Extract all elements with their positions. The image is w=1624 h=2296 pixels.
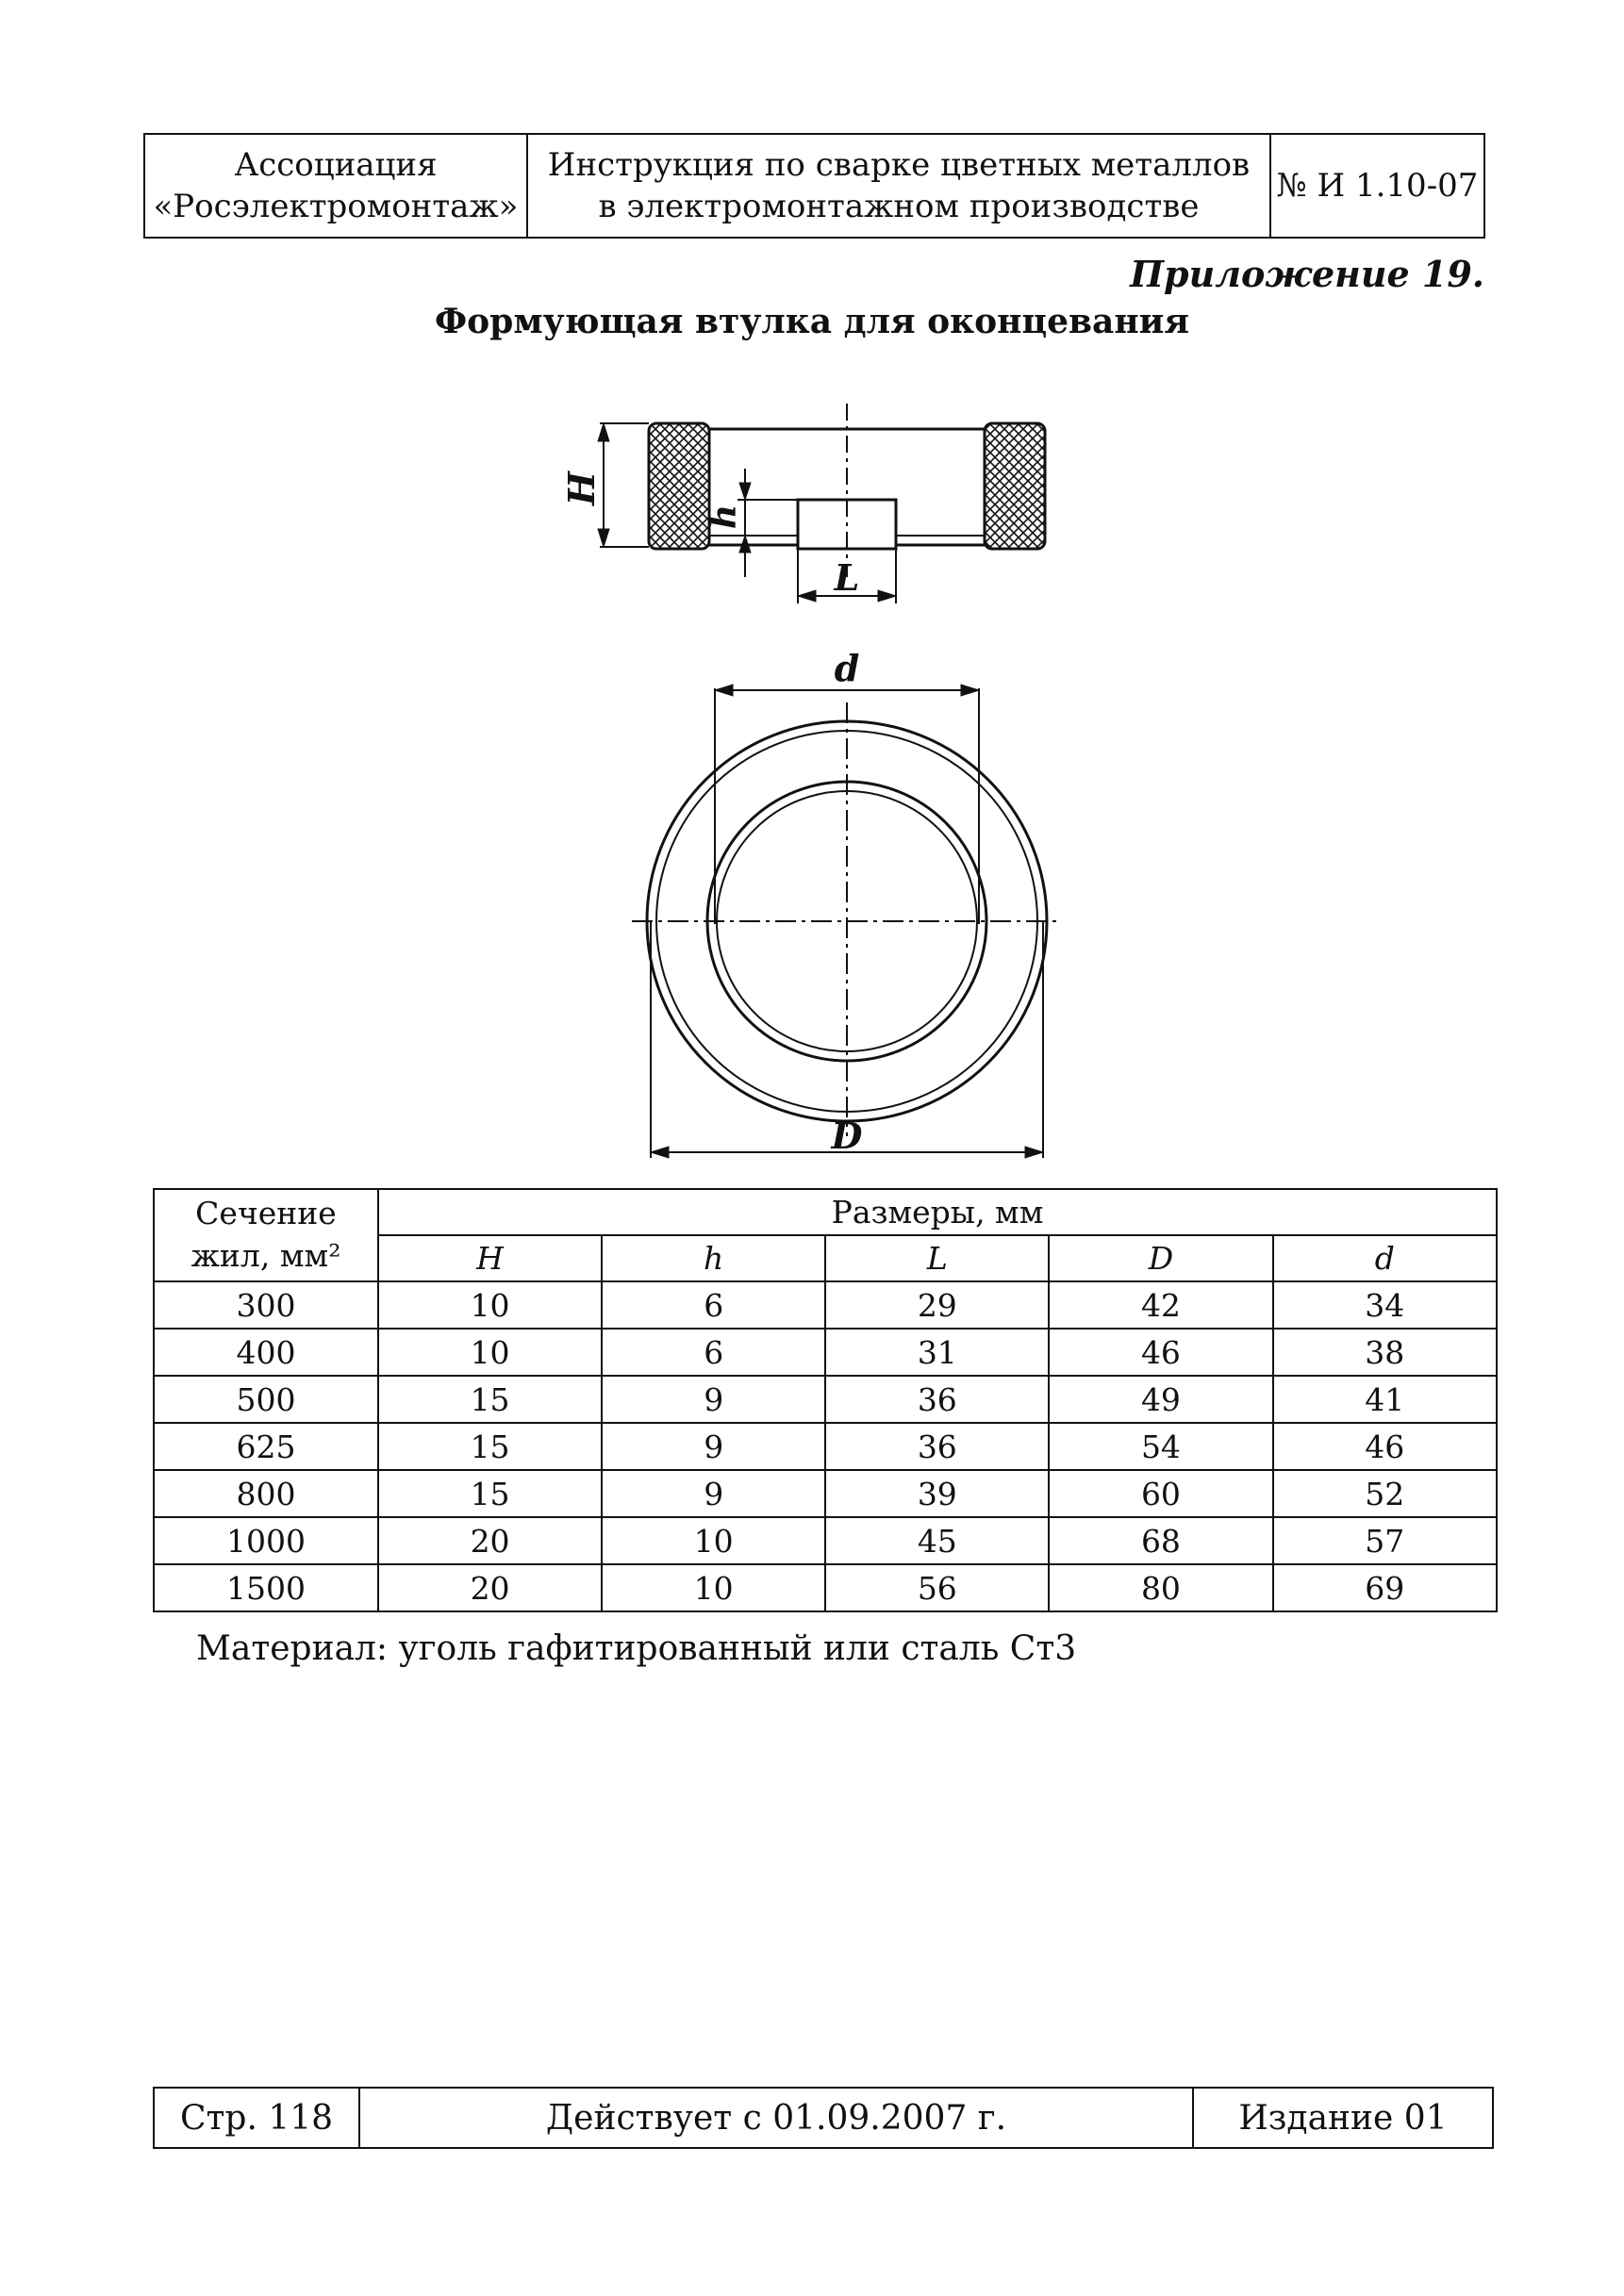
cell-d: 52 xyxy=(1273,1470,1498,1517)
cell-L: 45 xyxy=(825,1517,1049,1564)
cell-L: 31 xyxy=(825,1329,1049,1376)
cell-d: 34 xyxy=(1273,1281,1498,1329)
cell-section: 400 xyxy=(154,1329,378,1376)
cell-D: 42 xyxy=(1049,1281,1272,1329)
valid-from: Действует с 01.09.2007 г. xyxy=(360,2089,1194,2147)
cross-section-header xyxy=(154,1189,378,1281)
cell-h: 9 xyxy=(602,1376,825,1423)
table-row xyxy=(154,1564,1497,1611)
column-header-H: H xyxy=(378,1235,602,1281)
cell-h: 10 xyxy=(602,1564,825,1611)
cell-H: 20 xyxy=(378,1517,602,1564)
cell-H: 15 xyxy=(378,1423,602,1470)
page-title: Формующая втулка для оконцевания xyxy=(435,302,1189,341)
table-row xyxy=(154,1281,1497,1329)
table-row xyxy=(154,1329,1497,1376)
organization-line-2: «Росэлектромонтаж» xyxy=(153,188,519,225)
organization-line-1: Ассоциация xyxy=(234,145,438,184)
section-right-wall xyxy=(985,423,1045,549)
dimension-label-H: H xyxy=(560,471,603,505)
cell-H: 20 xyxy=(378,1564,602,1611)
cell-section: 1000 xyxy=(154,1517,378,1564)
document-title-line-1: Инструкция по сварке цветных металлов xyxy=(547,145,1251,184)
document-footer xyxy=(153,2087,1494,2149)
section-left-wall xyxy=(649,423,709,549)
material-note: Материал: уголь гафитированный или сталь Ст3 xyxy=(196,1629,1077,1668)
dimension-label-h: h xyxy=(704,504,744,530)
plan-view xyxy=(632,685,1062,1158)
document-number: № И 1.10-07 xyxy=(1276,166,1479,205)
page-number: Стр. 118 xyxy=(155,2089,360,2147)
cell-D: 54 xyxy=(1049,1423,1272,1470)
column-header-L: L xyxy=(825,1235,1049,1281)
cell-h: 6 xyxy=(602,1281,825,1329)
cell-L: 36 xyxy=(825,1423,1049,1470)
cell-section: 625 xyxy=(154,1423,378,1470)
cell-h: 9 xyxy=(602,1470,825,1517)
cell-section: 1500 xyxy=(154,1564,378,1611)
dimension-label-L: L xyxy=(834,556,860,599)
cell-L: 39 xyxy=(825,1470,1049,1517)
cell-d: 38 xyxy=(1273,1329,1498,1376)
column-header-d: d xyxy=(1273,1235,1498,1281)
cell-section: 500 xyxy=(154,1376,378,1423)
cell-d: 57 xyxy=(1273,1517,1498,1564)
cell-D: 46 xyxy=(1049,1329,1272,1376)
cell-L: 36 xyxy=(825,1376,1049,1423)
cell-L: 56 xyxy=(825,1564,1049,1611)
cross-section-header-line-2: жил, мм² xyxy=(191,1237,341,1274)
cell-h: 9 xyxy=(602,1423,825,1470)
cell-D: 60 xyxy=(1049,1470,1272,1517)
table-row xyxy=(154,1423,1497,1470)
dimensions-table xyxy=(153,1188,1498,1612)
document-title-line-2: в электромонтажном производстве xyxy=(598,188,1200,225)
dimension-label-D: D xyxy=(831,1115,863,1157)
cell-D: 68 xyxy=(1049,1517,1272,1564)
cell-section: 300 xyxy=(154,1281,378,1329)
cell-d: 41 xyxy=(1273,1376,1498,1423)
cross-section-header-line-1: Сечение xyxy=(195,1195,337,1232)
edition: Издание 01 xyxy=(1238,2098,1448,2138)
cell-D: 49 xyxy=(1049,1376,1272,1423)
cell-H: 10 xyxy=(378,1281,602,1329)
cell-h: 10 xyxy=(602,1517,825,1564)
cell-d: 69 xyxy=(1273,1564,1498,1611)
cell-L: 29 xyxy=(825,1281,1049,1329)
dimensions-group-header: Размеры, мм xyxy=(378,1189,1497,1235)
table-row xyxy=(154,1517,1497,1564)
table-row xyxy=(154,1376,1497,1423)
dimension-label-d: d xyxy=(834,647,860,689)
appendix-label: Приложение 19. xyxy=(1130,253,1484,295)
cell-H: 15 xyxy=(378,1470,602,1517)
cell-d: 46 xyxy=(1273,1423,1498,1470)
cell-H: 15 xyxy=(378,1376,602,1423)
cell-D: 80 xyxy=(1049,1564,1272,1611)
cell-h: 6 xyxy=(602,1329,825,1376)
cell-section: 800 xyxy=(154,1470,378,1517)
column-header-D: D xyxy=(1049,1235,1272,1281)
cell-H: 10 xyxy=(378,1329,602,1376)
table-row xyxy=(154,1470,1497,1517)
column-header-h: h xyxy=(602,1235,825,1281)
section-view xyxy=(598,404,1045,603)
